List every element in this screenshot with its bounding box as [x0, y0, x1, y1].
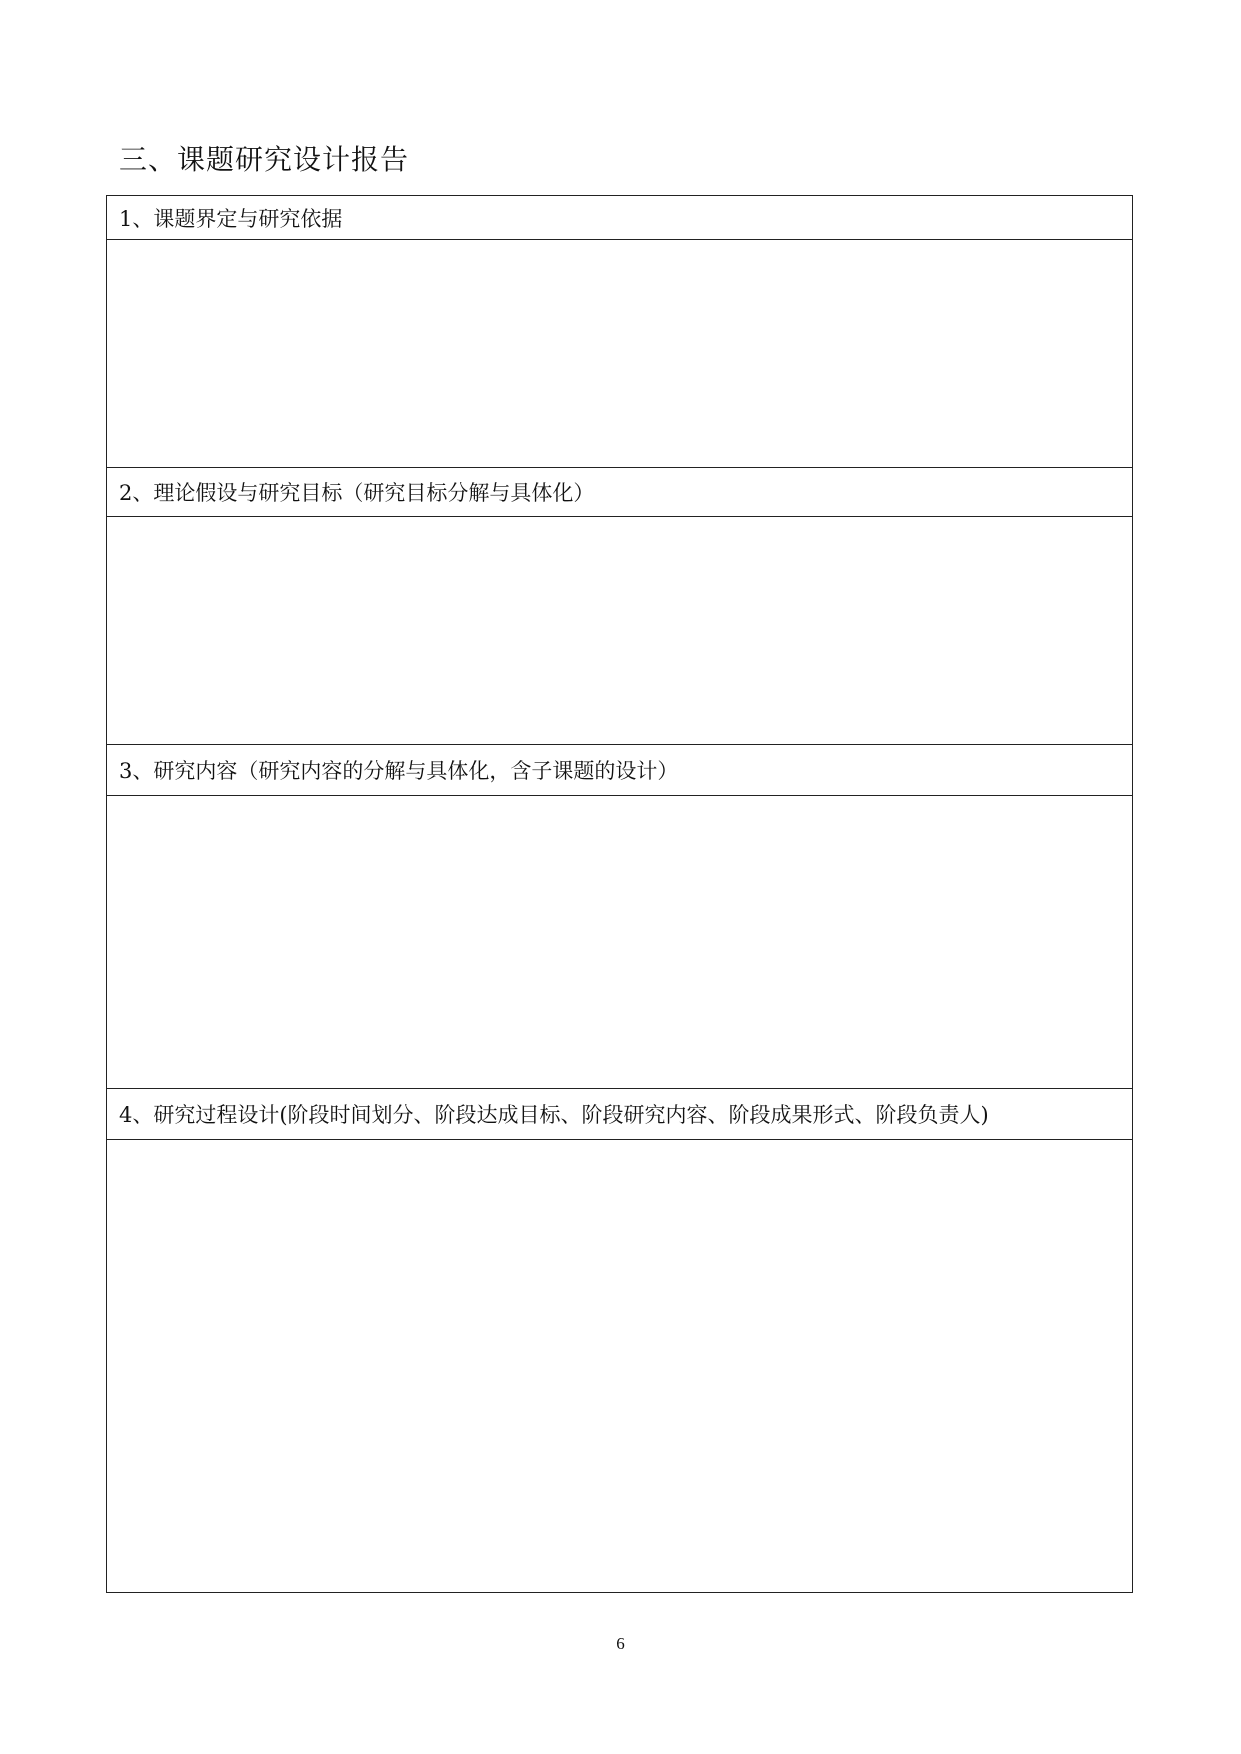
section-1-header: [107, 196, 1132, 240]
section-4-content-area[interactable]: [107, 1140, 1132, 1591]
section-2-content-area[interactable]: [107, 517, 1132, 745]
section-3-content-area[interactable]: [107, 796, 1132, 1089]
section-4-header: [107, 1089, 1132, 1140]
design-report-table: [106, 195, 1133, 1593]
section-2-header: [107, 468, 1132, 517]
section-2-label: 2、理论假设与研究目标（研究目标分解与具体化）: [119, 481, 595, 505]
section-4-label: 4、研究过程设计(阶段时间划分、阶段达成目标、阶段研究内容、阶段成果形式、阶段负责人): [119, 1103, 989, 1127]
section-3-label: 3、研究内容（研究内容的分解与具体化，含子课题的设计）: [119, 759, 679, 783]
page-number: 6: [616, 1634, 625, 1653]
section-1-label: 1、课题界定与研究依据: [119, 206, 343, 231]
section-3-header: [107, 745, 1132, 796]
section-1-content-area[interactable]: [107, 240, 1132, 468]
section-title: 三、课题研究设计报告: [119, 143, 410, 176]
